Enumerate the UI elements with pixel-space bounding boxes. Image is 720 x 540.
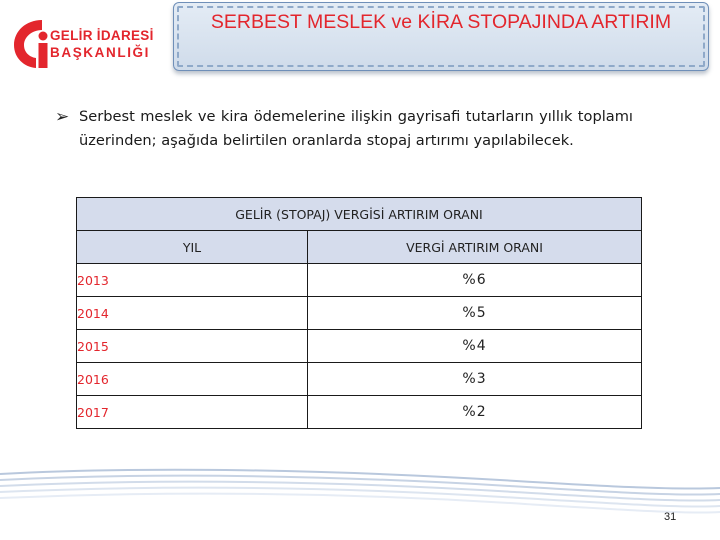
arrow-bullet-icon: ➢ xyxy=(55,107,70,126)
rate-cell: %3 xyxy=(308,363,642,396)
rate-cell: %4 xyxy=(308,330,642,363)
column-header-year: YIL xyxy=(77,231,308,264)
year-cell: 2016 xyxy=(77,363,308,396)
year-cell: 2014 xyxy=(77,297,308,330)
title-banner xyxy=(173,2,709,71)
logo-text-line1: GELİR İDARESİ xyxy=(50,28,154,43)
rate-cell: %2 xyxy=(308,396,642,429)
gib-logo xyxy=(8,14,166,70)
table-row xyxy=(77,330,642,363)
table-title: GELİR (STOPAJ) VERGİSİ ARTIRIM ORANI xyxy=(77,198,642,231)
table-row xyxy=(77,264,642,297)
table-header-row xyxy=(77,231,642,264)
decorative-wave-lines xyxy=(0,460,720,540)
gib-logo-icon xyxy=(8,14,54,72)
page-number: 31 xyxy=(664,511,677,523)
table-row xyxy=(77,297,642,330)
rate-table xyxy=(76,197,642,429)
rate-cell: %6 xyxy=(308,264,642,297)
column-header-rate: VERGİ ARTIRIM ORANI xyxy=(308,231,642,264)
slide-title: SERBEST MESLEK ve KİRA STOPAJINDA ARTIRIM xyxy=(210,11,672,33)
bullet-paragraph xyxy=(55,105,633,153)
table-row xyxy=(77,396,642,429)
year-cell: 2017 xyxy=(77,396,308,429)
rate-cell: %5 xyxy=(308,297,642,330)
year-cell: 2015 xyxy=(77,330,308,363)
table-row xyxy=(77,363,642,396)
table-title-row xyxy=(77,198,642,231)
year-cell: 2013 xyxy=(77,264,308,297)
logo-text-line2: BAŞKANLIĞI xyxy=(50,45,150,60)
bullet-text: Serbest meslek ve kira ödemelerine ilişkin gayrisafi tutarların yıllık toplamı üzerinden; aşağıda belirtilen oranlarda stopaj artırımı yapılabilecek. xyxy=(79,108,633,149)
